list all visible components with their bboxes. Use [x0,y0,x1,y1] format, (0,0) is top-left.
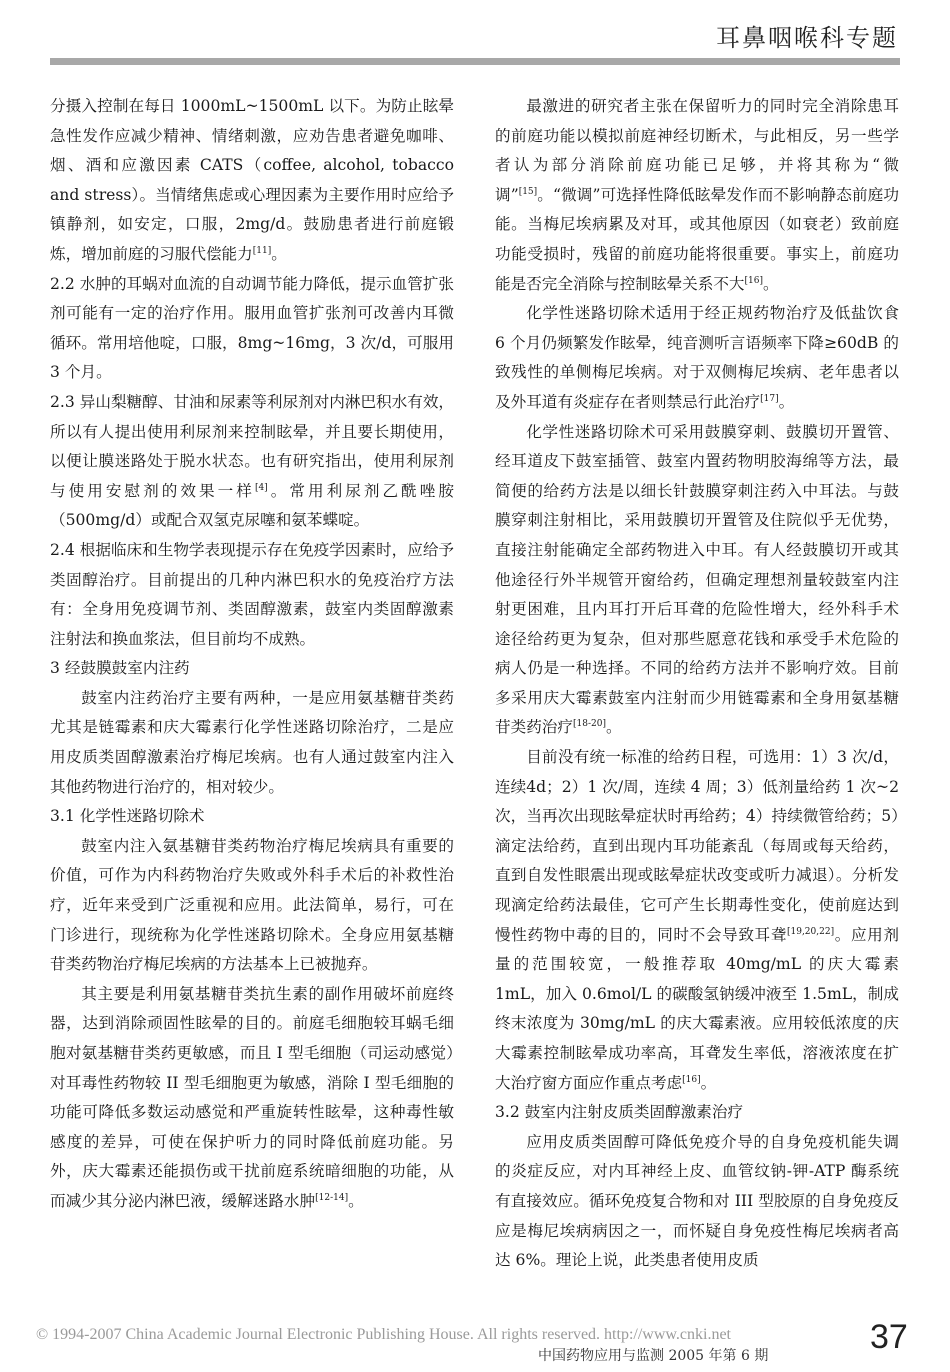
citation-ref: [16] [744,275,763,286]
citation-ref: [18-20] [572,719,606,730]
paragraph [495,92,899,299]
copyright-notice: © 1994-2007 China Academic Journal Electronic Publishing House. All rights reserved. http://www.cnki.net [36,1326,731,1343]
paragraph-text: 鼓室内注入氨基糖苷类药物治疗梅尼埃病具有重要的价值，可作为内科药物治疗失败或外科手术后的补救性治疗，近年来受到广泛重视和应用。此法简单，易行，可在门诊进行，现统称为化学性迷路切除术。全身应用氨基糖苷类药物治疗梅尼埃病的方法基本上已被抛弃。 [50,836,454,974]
paragraph-text: 鼓室内注药治疗主要有两种，一是应用氨基糖苷类药尤其是链霉素和庆大霉素行化学性迷路切除治疗，二是应用皮质类固醇激素治疗梅尼埃病。也有人通过鼓室内注入其他药物进行治疗的，相对较少。 [50,688,454,796]
paragraph-text: 。 [348,1191,364,1210]
paragraph-text: 2.3 异山梨糖醇、甘油和尿素等利尿剂对内淋巴积水有效，所以有人提出使用利尿剂来控制眩晕，并且要长期使用，以便让膜迷路处于脱水状态。也有研究指出，使用利尿剂与使用安慰剂的效果一样 [50,392,455,500]
paragraph-text: 。 [778,392,795,411]
paragraph-text: 。 [763,274,779,293]
paragraph-text: 应用皮质类固醇可降低免疫介导的自身免疫机能失调的炎症反应，对内耳神经上皮、血管纹钠-钾-ATP 酶系统有直接效应。循环免疫复合物和对 III 型胶原的自身免疫反应是梅尼埃病病因之一，而怀疑自身免疫性梅尼埃病者高达 6%。理论上说，此类患者使用皮质 [495,1132,899,1270]
citation-ref: [17] [760,393,779,404]
paragraph-text: 化学性迷路切除术适用于经正规药物治疗及低盐饮食 6 个月仍频繁发作眩晕，纯音测听言语频率下降≥60dB 的致残性的单侧梅尼埃病。对于双侧梅尼埃病、老年患者以及外耳道有炎症存在者则禁忌行此治疗 [495,304,899,411]
citation-ref: [4] [254,482,268,493]
paragraph-text: 2.2 水肿的耳蜗对血流的自动调节能力降低，提示血管扩张剂可能有一定的治疗作用。服用血管扩张剂可改善内耳微循环。常用培他啶，口服，8mg~16mg，3 次/d，可服用 3 个月。 [50,274,455,382]
citation-ref: [12-14] [315,1192,349,1203]
paragraph [495,743,899,1098]
journal-info: 中国药物应用与监测 2005 年第 6 期 [538,1348,769,1364]
paragraph [50,654,454,684]
paragraph-text: 目前没有统一标准的给药日程，可选用：1）3 次/d，连续4d；2）1 次/周，连续 4 周；3）低剂量给药 1 次~2 次，当再次出现眩晕症状时再给药；4）持续微管给药；5）滴定法给药，直到出现内耳功能紊乱（每周或每天给药，直到自发性眼震出现或眩晕症状改变或听力减退）。分析发现滴定给药法最佳，它可产生长期毒性变化，使前庭达到慢性药物中毒的目的，同时不会导致耳聋 [495,748,899,944]
paragraph [50,92,454,270]
paragraph [50,270,454,388]
right-column [495,92,899,1276]
paragraph [50,832,454,980]
paragraph-text: 。 [271,244,287,263]
paragraph-text: 。 [605,718,622,737]
paragraph-text: 。“微调”可选择性降低眩晕发作而不影响静态前庭功能。当梅尼埃病累及对耳，或其他原因（如衰老）致前庭功能受损时，残留的前庭功能将很重要。事实上，前庭功能是否完全消除与控制眩晕关系不大 [495,185,899,293]
paragraph [50,802,454,832]
paragraph-text: 3.1 化学性迷路切除术 [50,807,205,826]
paragraph-text: 3.2 鼓室内注射皮质类固醇激素治疗 [495,1103,744,1122]
paragraph-text: 。应用剂量的范围较宽，一般推荐取 40mg/mL 的庆大霉素 1mL，加入 0.6mol/L 的碳酸氢钠缓冲液至 1.5mL，制成终末浓度为 30mg/mL 的庆大霉素液。应用较低浓度的庆大霉素控制眩晕成功率高，耳聋发生率低，溶液浓度在扩大治疗窗方面应作重点考虑 [495,925,899,1092]
paragraph [50,980,454,1217]
paragraph [50,536,454,654]
paragraph [495,1098,899,1128]
left-column [50,92,454,1217]
citation-ref: [16] [682,1074,701,1085]
paragraph [50,388,454,536]
paragraph-text: 其主要是利用氨基糖苷类抗生素的副作用破坏前庭终器，达到消除顽固性眩晕的目的。前庭毛细胞较耳蜗毛细胞对氨基糖苷类药更敏感，而且 I 型毛细胞（司运动感觉）对耳毒性药物较 II 型毛细胞更为敏感，消除 I 型毛细胞的功能可降低多数运动感觉和严重旋转性眩晕，这种毒性敏感度的差异，可使在保护听力的同时降低前庭功能。另外，庆大霉素还能损伤或干扰前庭系统暗细胞的功能，从而减少其分泌内淋巴液，缓解迷路水肿 [50,984,454,1210]
paragraph [495,1128,899,1276]
header-rule [50,58,900,65]
paragraph-text: 3 经鼓膜鼓室内注药 [50,659,190,678]
citation-ref: [19,20,22] [786,926,835,937]
paragraph-text: 化学性迷路切除术可采用鼓膜穿刺、鼓膜切开置管、经耳道皮下鼓室插管、鼓室内置药物明胶海绵等方法，最简便的给药方法是以细长针鼓膜穿刺注药入中耳法。与鼓膜穿刺注射相比，采用鼓膜切开置管及住院似乎无优势，直接注射能确定全部药物进入中耳。有人经鼓膜切开或其他途径行外半规管开窗给药，但确定理想剂量较鼓室内注射更困难，且内耳打开后耳聋的危险性增大，经外科手术途径给药更为复杂，但对那些愿意花钱和承受手术危险的病人仍是一种选择。不同的给药方法并不影响疗效。目前多采用庆大霉素鼓室内注射而少用链霉素和全身用氨基糖苷类药治疗 [495,422,899,737]
paragraph [50,684,454,802]
paragraph-text: 2.4 根据临床和生物学表现提示存在免疫学因素时，应给予类固醇治疗。目前提出的几种内淋巴积水的免疫治疗方法有：全身用免疫调节剂、类固醇激素，鼓室内类固醇激素注射法和换血浆法，但目前均不成熟。 [50,540,455,648]
paragraph [495,418,899,744]
paragraph-text: 分摄入控制在每日 1000mL~1500mL 以下。为防止眩晕急性发作应减少精神、情绪刺激，应劝告患者避免咖啡、烟、酒和应激因素 CATS（coffee, alcohol, tobacco and stress）。当情绪焦虑或心理因素为主要作用时应给予镇静剂，如安定，口服，2mg/d。鼓励患者进行前庭锻炼，增加前庭的习服代偿能力 [50,97,454,263]
citation-ref: [15] [518,186,538,197]
paragraph-text: 。常用利尿剂乙酰唑胺（500mg/d）或配合双氢克尿噻和氨苯蝶啶。 [50,481,454,530]
page-number: 37 [870,1318,908,1356]
paragraph [495,299,899,417]
paragraph-text: 最激进的研究者主张在保留听力的同时完全消除患耳的前庭功能以模拟前庭神经切断术，与此相反，另一些学者认为部分消除前庭功能已足够，并将其称为“微调” [495,97,899,204]
section-title: 耳鼻咽喉科专题 [716,24,898,52]
paragraph-text: 。 [700,1073,717,1092]
citation-ref: [11] [252,245,272,256]
